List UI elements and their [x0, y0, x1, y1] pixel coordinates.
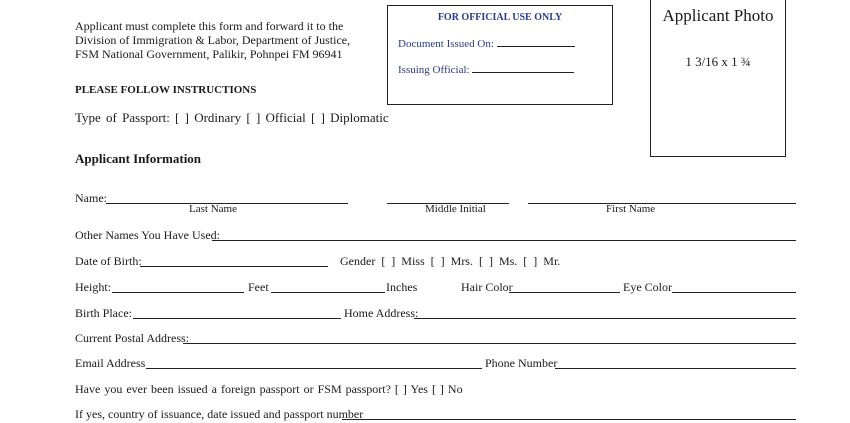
intro-line-1: Applicant must complete this form and forward it to the [75, 19, 344, 33]
dob-label: Date of Birth: [75, 254, 142, 268]
issuing-official-row [398, 62, 574, 76]
inches-label: Inches [386, 280, 418, 294]
phone-label: Phone Number [485, 356, 558, 370]
birth-place-label: Birth Place: [75, 306, 132, 320]
issuing-official-label: Issuing Official: [398, 64, 470, 76]
postal-address-label: Current Postal Address: [75, 331, 189, 345]
official-use-title: FOR OFFICIAL USE ONLY [437, 12, 563, 23]
home-address-field[interactable] [414, 318, 796, 319]
hair-color-field[interactable] [509, 292, 620, 293]
postal-address-field[interactable] [183, 343, 796, 344]
foreign-passport-question[interactable]: Have you ever been issued a foreign passport or FSM passport? [ ] Yes [ ] No [75, 382, 463, 396]
document-issued-field[interactable] [497, 36, 575, 47]
other-names-label: Other Names You Have Used: [75, 228, 220, 242]
document-issued-label: Document Issued On: [398, 38, 494, 50]
first-name-field[interactable] [528, 203, 796, 204]
email-label: Email Address [75, 356, 146, 370]
eye-color-field[interactable] [672, 292, 796, 293]
applicant-information-heading: Applicant Information [75, 151, 202, 166]
height-label: Height: [75, 280, 111, 294]
feet-label: Feet [248, 280, 269, 294]
dob-field[interactable] [140, 266, 328, 267]
email-field[interactable] [146, 368, 482, 369]
instructions-heading: PLEASE FOLLOW INSTRUCTIONS [75, 84, 257, 96]
birth-place-field[interactable] [133, 318, 341, 319]
intro-line-2: Division of Immigration & Labor, Department of Justice, [75, 33, 351, 47]
applicant-photo-box[interactable] [650, 0, 786, 157]
name-label: Name: [75, 191, 107, 205]
height-inches-field[interactable] [271, 292, 385, 293]
last-name-caption: Last Name [189, 203, 237, 215]
height-feet-field[interactable] [112, 292, 244, 293]
phone-field[interactable] [555, 368, 796, 369]
hair-color-label: Hair Color [461, 280, 513, 294]
intro-line-3: FSM National Government, Palikir, Pohnpei FM 96941 [75, 47, 343, 61]
home-address-label: Home Address: [344, 306, 419, 320]
photo-size: 1 3/16 x 1 ¾ [685, 54, 751, 69]
intro-text [75, 19, 365, 61]
passport-type-row[interactable]: Type of Passport: [ ] Ordinary [ ] Official [ ] Diplomatic [75, 110, 389, 125]
if-yes-label: If yes, country of issuance, date issued and passport number [75, 407, 364, 421]
gender-options[interactable]: Gender [ ] Miss [ ] Mrs. [ ] Ms. [ ] Mr. [340, 254, 561, 268]
other-names-field[interactable] [212, 240, 796, 241]
issuing-official-field[interactable] [472, 62, 574, 73]
document-issued-row [398, 36, 575, 50]
first-name-caption: First Name [606, 203, 656, 215]
eye-color-label: Eye Color [623, 280, 672, 294]
photo-title: Applicant Photo [662, 6, 774, 25]
if-yes-field[interactable] [342, 419, 796, 420]
official-use-box [387, 5, 613, 105]
middle-initial-caption: Middle Initial [425, 203, 486, 215]
